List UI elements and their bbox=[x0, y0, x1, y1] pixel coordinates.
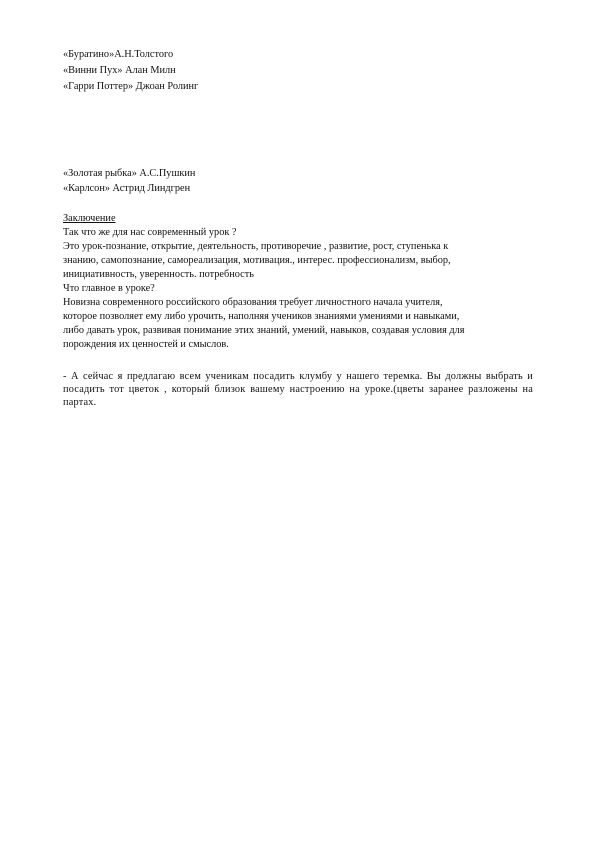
paragraph-line: Новизна современного российского образования требует личностного начала учителя, bbox=[63, 297, 443, 308]
book-entry: «Винни Пух» Алан Милн bbox=[63, 65, 176, 76]
paragraph-line: которое позволяет ему либо урочить, наполняя учеников знаниями умениями и навыками, bbox=[63, 311, 460, 322]
paragraph-line: Это урок-познание, открытие, деятельность, противоречие , развитие, рост, ступенька к bbox=[63, 241, 449, 252]
paragraph-line: знанию, самопознание, самореализация, мотивация., интерес. профессионализм, выбор, bbox=[63, 255, 451, 266]
book-entry: «Золотая рыбка» А.С.Пушкин bbox=[63, 168, 196, 179]
paragraph-line: порождения их ценностей и смыслов. bbox=[63, 339, 229, 350]
paragraph-line: либо давать урок, развивая понимание этих знаний, умений, навыков, создавая условия для bbox=[63, 325, 465, 336]
paragraph-line: инициативность, уверенность. потребность bbox=[63, 269, 254, 280]
paragraph-line: Что главное в уроке? bbox=[63, 283, 155, 294]
section-heading: Заключение bbox=[63, 213, 116, 224]
instruction-paragraph: - А сейчас я предлагаю всем ученикам посадить клумбу у нашего теремка. Вы должны выбрать и посадить тот цветок , который близок вашему настроению на уроке.(цветы заранее разложены на партах. bbox=[63, 371, 533, 409]
book-entry: «Буратино»А.Н.Толстого bbox=[63, 49, 174, 60]
book-entry: «Гарри Поттер» Джоан Ролинг bbox=[63, 81, 199, 92]
book-entry: «Карлсон» Астрид Линдгрен bbox=[63, 183, 191, 194]
paragraph-line: Так что же для нас современный урок ? bbox=[63, 227, 237, 238]
